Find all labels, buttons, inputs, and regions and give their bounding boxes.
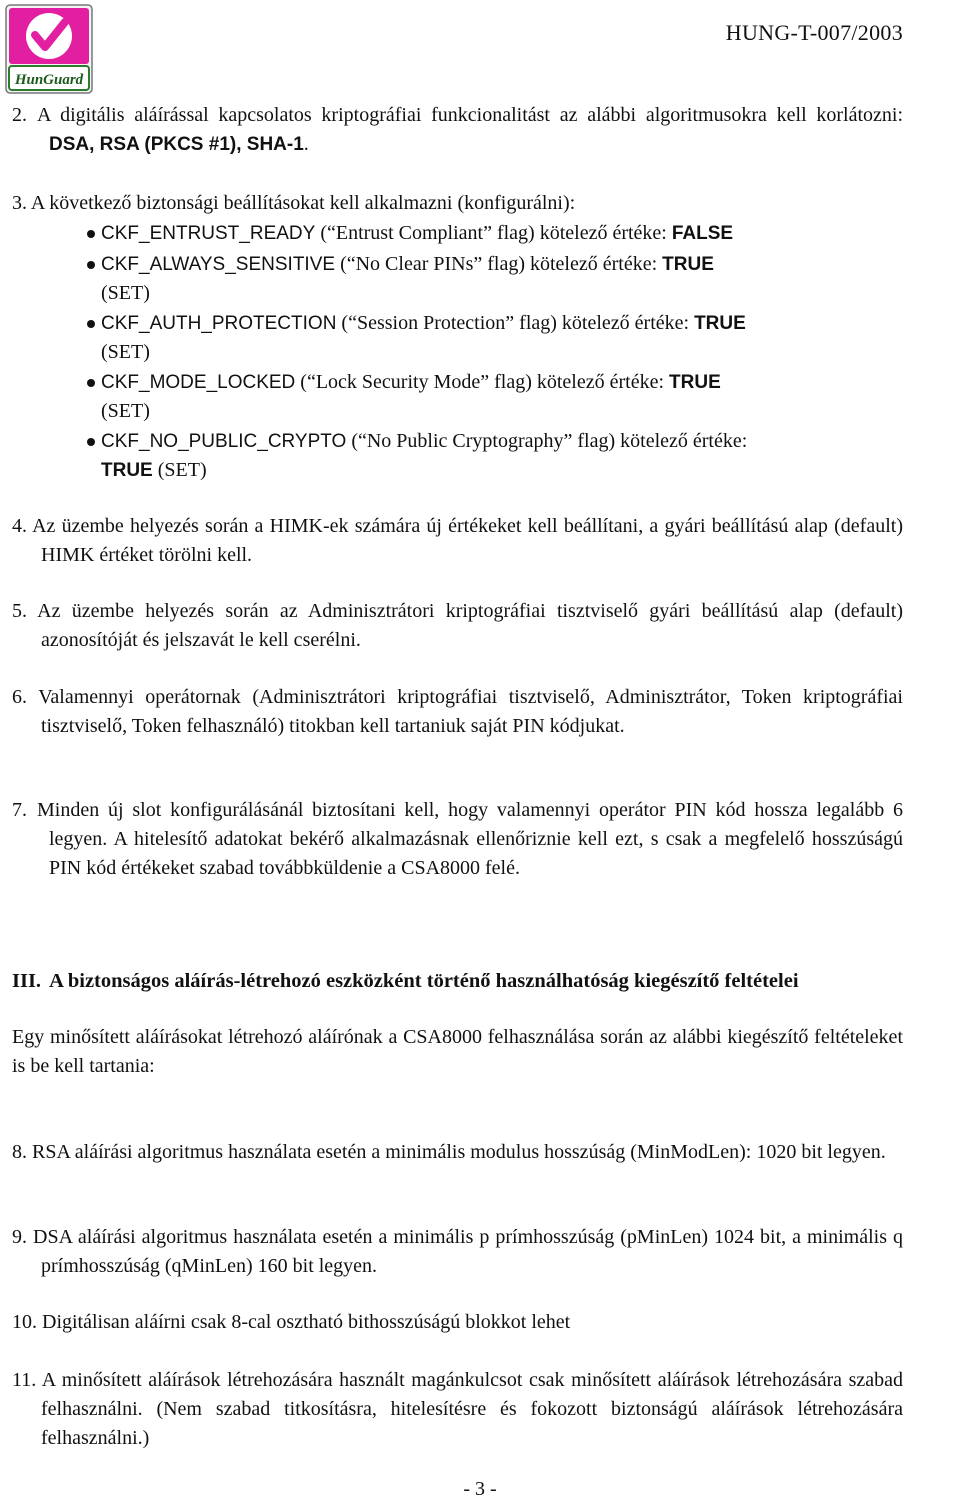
item-text-end: . [303, 133, 309, 155]
item-number: 10. [12, 1311, 37, 1333]
flag-value: TRUE [669, 371, 721, 393]
flag-desc: (“No Clear PINs” flag) kötelező értéke: [335, 252, 663, 275]
flag-value: FALSE [671, 223, 734, 244]
item-11 [12, 1366, 903, 1453]
flag-suffix: (SET) [101, 400, 150, 422]
item-text: RSA aláírási algoritmus használata esetén a minimális modulus hosszúság (MinModLen): 1020 bit legyen. [32, 1141, 886, 1163]
item-3-lead [12, 189, 903, 218]
flag-name: CKF_ALWAYS_SENSITIVE [101, 253, 336, 275]
flag-desc: (“No Public Cryptography” flag) kötelező értéke: [346, 429, 748, 452]
flag-value: TRUE [694, 312, 746, 334]
flag-item [56, 368, 903, 427]
hunguard-logo [5, 4, 93, 94]
item-text: Digitálisan aláírni csak 8-cal osztható bithosszúságú blokkot lehet [42, 1311, 571, 1333]
item-text: Minden új slot konfigurálásánál biztosítani kell, hogy valamennyi operátor PIN kód hossza legalább 6 legyen. A hitelesítő adatokat bekérő alkalmazásnak ellenőriznie kell ezt, s csak a megfelelő hosszúságú PIN kód értékeket szabad továbbküldenie a CSA8000 felé. [37, 799, 903, 879]
section-number: III. [12, 970, 42, 992]
flag-value: TRUE [662, 253, 714, 275]
item-text: A következő biztonsági beállításokat kell alkalmazni (konfigurálni): [30, 192, 576, 214]
flag-item [56, 219, 903, 249]
item-3 [12, 189, 903, 486]
item-2 [12, 101, 903, 159]
flag-name: CKF_ENTRUST_READY [101, 223, 316, 244]
item-text: A digitális aláírással kapcsolatos kriptográfiai funkcionalitást az alábbi algoritmusokra kell korlátozni: [37, 104, 903, 126]
item-number: 6. [12, 686, 27, 708]
page-number: - 3 - [463, 1478, 497, 1500]
logo-text: HunGuard [14, 72, 84, 88]
section-title: A biztonságos aláírás-létrehozó eszközként történő használhatóság kiegészítő feltételei [49, 970, 799, 992]
item-text: DSA aláírási algoritmus használata esetén a minimális p prímhosszúság (pMinLen) 1024 bit, a minimális q prímhosszúság (qMinLen) 160 bit legyen. [33, 1226, 904, 1277]
section-intro: Egy minősített aláírásokat létrehozó aláírónak a CSA8000 felhasználása során az alábbi kiegészítő feltételeket is be kell tartania: [12, 1026, 903, 1077]
flag-suffix: (SET) [101, 282, 150, 304]
item-number: 4. [12, 515, 27, 537]
flag-value: TRUE [101, 460, 153, 481]
flag-name: CKF_MODE_LOCKED [101, 371, 296, 393]
item-5 [12, 597, 903, 655]
item-9 [12, 1223, 903, 1281]
item-text: Az üzembe helyezés során a HIMK-ek számára új értékeket kell beállítani, a gyári beállítású alap (default) HIMK értéket törölni kell. [32, 515, 903, 566]
item-6 [12, 683, 903, 741]
item-number: 8. [12, 1141, 27, 1163]
flag-list [12, 219, 903, 486]
flag-suffix: (SET) [152, 459, 207, 481]
flag-item [56, 250, 903, 309]
item-4 [12, 512, 903, 570]
flag-desc: (“Entrust Compliant” flag) kötelező értéke: [315, 222, 672, 244]
section-heading [12, 967, 799, 996]
item-number: 3. [12, 192, 27, 214]
document-id: HUNG-T-007/2003 [725, 20, 903, 45]
item-8 [12, 1138, 903, 1167]
item-number: 9. [12, 1226, 27, 1248]
flag-desc: (“Session Protection” flag) kötelező értéke: [336, 311, 695, 334]
item-7 [12, 796, 903, 883]
flag-name: CKF_AUTH_PROTECTION [101, 312, 337, 334]
flag-suffix: (SET) [101, 341, 150, 363]
flag-item [56, 309, 903, 368]
item-number: 2. [12, 104, 27, 126]
item-text: A minősített aláírások létrehozására használt magánkulcsot csak minősített aláírások létrehozására szabad felhasználni. (Nem szabad titkosításra, hitelesítésre és fokozott biztonságú aláírások létrehozására felhasználni.) [41, 1369, 903, 1449]
item-number: 11. [12, 1369, 37, 1391]
algorithm-list: DSA, RSA (PKCS #1), SHA-1 [49, 134, 304, 155]
item-10 [12, 1308, 903, 1337]
item-number: 7. [12, 799, 27, 821]
flag-desc: (“Lock Security Mode” flag) kötelező értéke: [295, 370, 670, 393]
flag-name: CKF_NO_PUBLIC_CRYPTO [101, 430, 347, 452]
item-text: Az üzembe helyezés során az Adminisztrátori kriptográfiai tisztviselő gyári beállítású alap (default) azonosítóját és jelszavát le kell cserélni. [37, 600, 903, 651]
item-text: Valamennyi operátornak (Adminisztrátori kriptográfiai tisztviselő, Adminisztrátor, Token kriptográfiai tisztviselő, Token felhasználó) titokban kell tartaniuk saját PIN kódjukat. [38, 686, 903, 737]
flag-item [56, 427, 903, 486]
item-number: 5. [12, 600, 27, 622]
